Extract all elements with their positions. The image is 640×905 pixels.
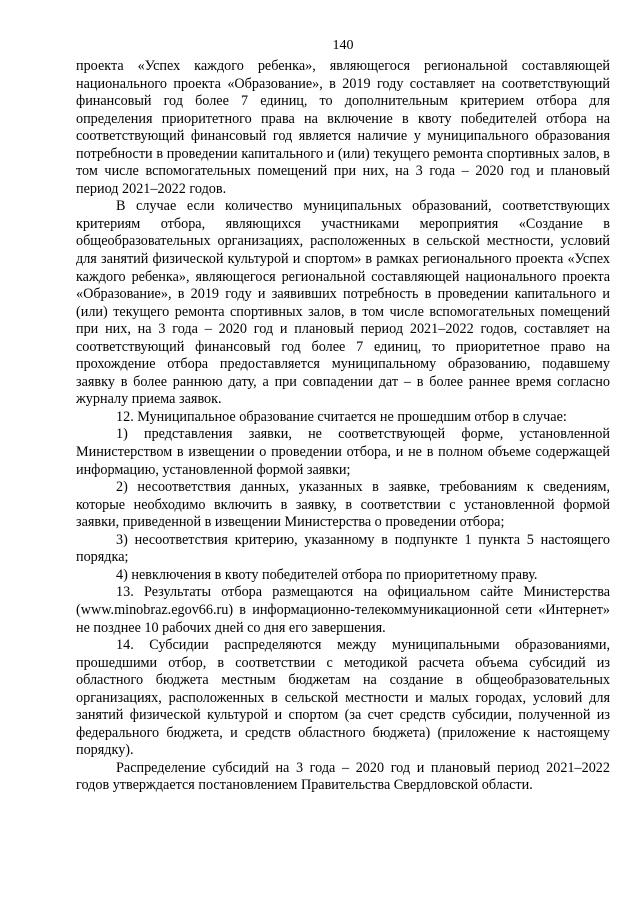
document-page [76,38,610,795]
page-number: 140 [332,38,354,53]
paragraph-priority-right: В случае если количество муниципальных образований, соответствующих критериям отбора, являющихся участниками мероприятия «Создание в общеобразовательных организациях, расположенных в сельской местности, условий для занятий физической культурой и спортом» в рамках регионального проекта «Успех каждого ребенка», являющегося региональной составляющей национального проекта «Образование», в 2019 году и заявивших потребность в проведении капитального и (или) текущего ремонта спортивных залов, в том числе вспомогательных помещений при них, на 3 года – 2020 год и плановый период 2021–2022 годов, составляет на соответствующий финансовый год более 7 единиц, то приоритетное право на прохождение отбора предоставляется муниципальному образованию, подавшему заявку в более раннюю дату, а при совпадении дат – в более раннее время согласно журналу приема заявок. [76,198,610,408]
paragraph-subitem-3: 3) несоответствия критерию, указанному в подпункте 1 пункта 5 настоящего порядка; [76,531,610,566]
paragraph-item-12: 12. Муниципальное образование считается не прошедшим отбор в случае: [116,408,567,425]
paragraph-distribution: Распределение субсидий на 3 года – 2020 год и плановый период 2021–2022 годов утверждается постановлением Правительства Свердловской области. [76,759,610,794]
paragraph-item-14: 14. Субсидии распределяются между муниципальными образованиями, прошедшими отбор, в соответствии с методикой расчета объема субсидий из областного бюджета местным бюджетам на создание в общеобразовательных организациях, расположенных в сельской местности и малых городах, условий для занятий физической культурой и спортом (за счет средств субсидии, полученной из федерального бюджета, и средств областного бюджета) (приложение к настоящему порядку). [76,637,610,759]
paragraph-item-13: 13. Результаты отбора размещаются на официальном сайте Министерства (www.minobraz.egov66.ru) в информационно-телекоммуникационной сети «Интернет» не позднее 10 рабочих дней со дня его завершения. [76,584,610,636]
paragraph-continuation: проекта «Успех каждого ребенка», являющегося региональной составляющей национального проекта «Образование», в 2019 году составляет на соответствующий финансовый год более 7 единиц, то дополнительным критерием отбора для определения приоритетного права на включение в квоту победителей отбора на соответствующий финансовый год является наличие у муниципального образования потребности в проведении капитального и (или) текущего ремонта спортивных залов, в том числе вспомогательных помещений при них, на 3 года – 2020 год и плановый период 2021–2022 годов. [76,58,610,197]
paragraph-subitem-2: 2) несоответствия данных, указанных в заявке, требованиям к сведениям, которые необходимо включить в заявку, в соответствии с установленной формой заявки, приведенной в извещении Министерства о проведении отбора; [76,479,610,531]
paragraph-subitem-4: 4) невключения в квоту победителей отбора по приоритетному праву. [116,566,538,583]
paragraph-subitem-1: 1) представления заявки, не соответствующей форме, установленной Министерством в извещении о проведении отбора, и не в полном объеме содержащей информацию, установленной формой заявки; [76,426,610,478]
